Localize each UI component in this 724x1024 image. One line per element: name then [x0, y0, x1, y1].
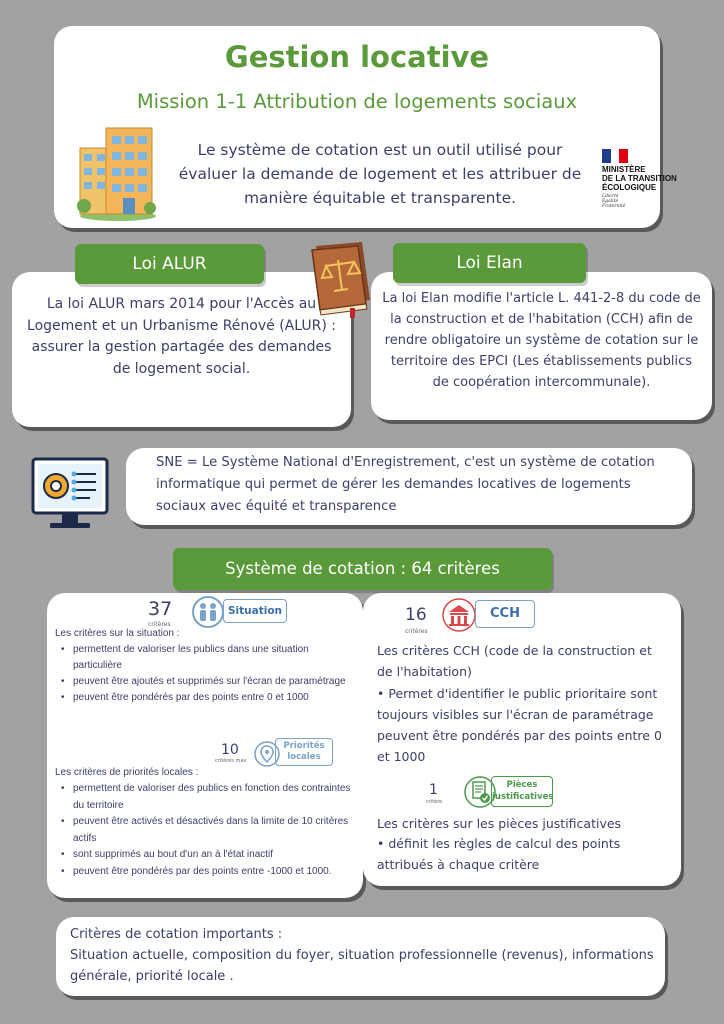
- computer-settings-icon: [30, 456, 110, 532]
- situation-heading: Les critères sur la situation :: [55, 628, 180, 639]
- important-heading: Critères de cotation importants :: [70, 927, 283, 942]
- pieces-count-unit: critère: [426, 799, 443, 805]
- ministry-logo: [597, 143, 695, 211]
- sne-card: [126, 448, 692, 525]
- priorites-count-unit: critères max: [215, 758, 247, 764]
- pieces-badge-line1: Pièces: [506, 780, 538, 790]
- cotation-label: Système de cotation : 64 critères: [173, 548, 552, 590]
- people-icon: [191, 595, 225, 629]
- pieces-badge-line2: justificatives: [492, 791, 554, 802]
- alur-text: La loi ALUR mars 2014 pour l'Accès au Logement et un Urbanisme Rénové (ALUR) : assurer la gestion partagée des demandes de logement social.: [27, 296, 336, 377]
- priorites-list: [55, 781, 351, 880]
- list-item: • peuvent être pondérés par des points entre 0 et 1000: [55, 690, 351, 706]
- elan-card: [371, 272, 712, 420]
- important-card: [56, 917, 665, 996]
- situation-card: [47, 593, 363, 898]
- government-building-icon: [441, 597, 477, 633]
- priorites-badge-line1: Priorités: [283, 741, 325, 751]
- marianne-flag-icon: [602, 149, 628, 163]
- situation-count: 37: [148, 598, 173, 620]
- alur-label: Loi ALUR: [75, 244, 264, 284]
- pieces-count: 1: [429, 782, 438, 798]
- list-item: • peuvent être ajoutés et supprimés sur l'écran de paramétrage: [55, 674, 351, 690]
- page-title: Gestion locative: [224, 40, 490, 74]
- pieces-text: • définit les règles de calcul des points attribués à chaque critère: [377, 836, 621, 872]
- sne-text: SNE = Le Système National d'Enregistrement, c'est un système de cotation informatique qui permet de gérer les demandes locatives de logements sociaux avec équité et transparence: [156, 455, 655, 514]
- cch-text: • Permet d'identifier le public prioritaire sont toujours visibles sur l'écran de paramétrage peuvent être pondérés par des points entre 0 et 1000: [377, 686, 662, 764]
- law-book-icon: [300, 238, 376, 318]
- header-card: [54, 26, 677, 228]
- logo-line-3: ÉCOLOGIQUE: [602, 183, 657, 192]
- building-icon: [76, 122, 158, 222]
- elan-label: Loi Elan: [393, 243, 586, 283]
- logo-motto-1: Liberté: [602, 194, 619, 199]
- cch-count-unit: critères: [405, 628, 428, 635]
- elan-text: La loi Elan modifie l'article L. 441-2-8 du code de la construction et de l'habitation (CCH) afin de rendre obligatoire un système de cotation sur le territoire des EPCI (Les établissements publics de coopération intercommunale).: [382, 291, 701, 390]
- pieces-heading: Les critères sur les pièces justificatives: [377, 816, 622, 831]
- list-item: • permettent de valoriser des publics en fonction des contraintes du territoire: [55, 781, 351, 814]
- logo-line-1: MINISTÈRE: [602, 165, 646, 174]
- intro-text: Le système de cotation est un outil utilisé pour évaluer la demande de logement et les attribuer de manière équitable et transparente.: [178, 141, 582, 207]
- list-item: • sont supprimés au bout d'un an à l'état inactif: [55, 847, 351, 864]
- logo-motto-3: Fraternité: [602, 204, 626, 209]
- priorites-count: 10: [221, 742, 239, 758]
- cch-count: 16: [405, 605, 427, 625]
- priorites-heading: Les critères de priorités locales :: [55, 767, 199, 778]
- cch-heading: Les critères CCH (code de la construction et de l'habitation): [377, 643, 652, 679]
- cch-badge: CCH: [475, 600, 535, 628]
- logo-line-2: DE LA TRANSITION: [602, 174, 677, 183]
- list-item: • peuvent être activés et désactivés dans la limite de 10 critères actifs: [55, 814, 351, 847]
- list-item: • peuvent être pondérés par des points entre -1000 et 1000.: [55, 864, 351, 881]
- pieces-badge: [491, 776, 553, 807]
- priorites-badge: [275, 738, 333, 766]
- cch-card: [363, 593, 681, 886]
- list-item: • permettent de valoriser les publics dans une situation particulière: [55, 642, 351, 674]
- situation-list: [55, 642, 351, 706]
- logo-motto-2: Égalité: [602, 199, 619, 204]
- situation-badge: Situation: [223, 599, 287, 623]
- situation-count-unit: critères: [148, 621, 171, 628]
- priorites-badge-line2: locales: [287, 752, 321, 762]
- page-subtitle: Mission 1-1 Attribution de logements sociaux: [136, 90, 578, 113]
- important-text: Situation actuelle, composition du foyer, situation professionnelle (revenus), informations générale, priorité locale .: [70, 948, 654, 984]
